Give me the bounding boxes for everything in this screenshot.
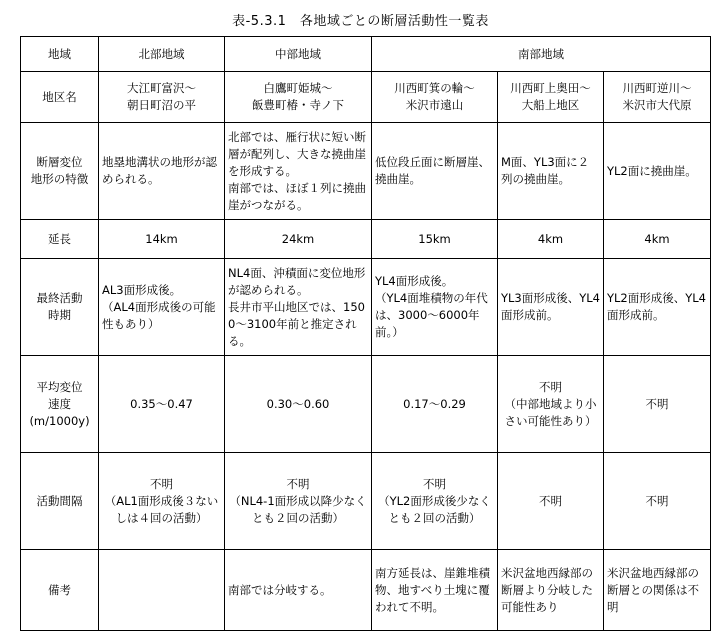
table-row [21, 259, 711, 356]
table-row [21, 550, 711, 631]
cell-south3-remarks: 米沢盆地西縁部の断層との関係は不明 [604, 550, 711, 631]
row-label-remarks: 備考 [21, 550, 99, 631]
row-label-area: 地区名 [21, 72, 99, 123]
cell-south3-area: 川西町逆川～ 米沢市大代原 [604, 72, 711, 123]
cell-central-remarks: 南部では分岐する。 [225, 550, 372, 631]
cell-south1-last-activity: YL4面形成後。 （YL4面堆積物の年代は、3000～6000年前。） [372, 259, 498, 356]
cell-south2-area: 川西町上奥田～ 大船上地区 [498, 72, 604, 123]
cell-central-slip-rate: 0.30～0.60 [225, 356, 372, 453]
cell-central-area: 白鷹町姫城～ 飯豊町椿・寺ノ下 [225, 72, 372, 123]
cell-south2-last-activity: YL3面形成後、YL4面形成前。 [498, 259, 604, 356]
cell-north-landform: 地塁地溝状の地形が認められる。 [99, 123, 225, 220]
header-region: 地域 [21, 37, 99, 72]
header-north: 北部地域 [99, 37, 225, 72]
table-row [21, 220, 711, 259]
cell-south1-interval: 不明 （YL2面形成後少なくとも２回の活動） [372, 453, 498, 550]
cell-central-interval: 不明 （NL4-1面形成以降少なくとも２回の活動） [225, 453, 372, 550]
cell-south2-slip-rate: 不明 （中部地域より小さい可能性あり） [498, 356, 604, 453]
cell-central-last-activity: NL4面、沖積面に変位地形が認められる。 長井市平山地区では、1500～3100年前と推定される。 [225, 259, 372, 356]
table-title: 表-5.3.1 各地域ごとの断層活動性一覧表 [232, 14, 489, 29]
cell-south1-length: 15km [372, 220, 498, 259]
cell-south3-last-activity: YL2面形成後、YL4面形成前。 [604, 259, 711, 356]
header-row [21, 37, 711, 72]
cell-south3-interval: 不明 [604, 453, 711, 550]
table-row [21, 123, 711, 220]
row-label-interval: 活動間隔 [21, 453, 99, 550]
fault-activity-table [20, 36, 711, 631]
cell-south3-slip-rate: 不明 [604, 356, 711, 453]
cell-south2-interval: 不明 [498, 453, 604, 550]
row-label-length: 延長 [21, 220, 99, 259]
cell-south2-landform: M面、YL3面に２列の撓曲崖。 [498, 123, 604, 220]
table-row [21, 356, 711, 453]
table-row [21, 72, 711, 123]
row-label-landform: 断層変位 地形の特徴 [21, 123, 99, 220]
cell-south3-length: 4km [604, 220, 711, 259]
cell-north-length: 14km [99, 220, 225, 259]
cell-south1-remarks: 南方延長は、崖錐堆積物、地すべり土塊に覆われて不明。 [372, 550, 498, 631]
row-label-slip-rate: 平均変位 速度 (m/1000y) [21, 356, 99, 453]
header-south: 南部地域 [372, 37, 711, 72]
cell-south1-landform: 低位段丘面に断層崖、撓曲崖。 [372, 123, 498, 220]
cell-north-interval: 不明 （AL1面形成後３ないしは４回の活動） [99, 453, 225, 550]
cell-central-length: 24km [225, 220, 372, 259]
cell-south1-area: 川西町箕の輪～ 米沢市遠山 [372, 72, 498, 123]
table-row [21, 453, 711, 550]
cell-north-last-activity: AL3面形成後。 （AL4面形成後の可能性もあり） [99, 259, 225, 356]
cell-north-remarks [99, 550, 225, 631]
cell-south2-length: 4km [498, 220, 604, 259]
row-label-last-activity: 最終活動 時期 [21, 259, 99, 356]
cell-north-slip-rate: 0.35～0.47 [99, 356, 225, 453]
header-central: 中部地域 [225, 37, 372, 72]
cell-south3-landform: YL2面に撓曲崖。 [604, 123, 711, 220]
cell-north-area: 大江町富沢～ 朝日町沼の平 [99, 72, 225, 123]
cell-central-landform: 北部では、雁行状に短い断層が配列し、大きな撓曲崖を形成する。 南部では、ほぼ１列に撓曲崖がつながる。 [225, 123, 372, 220]
cell-south2-remarks: 米沢盆地西縁部の断層より分岐した可能性あり [498, 550, 604, 631]
cell-south1-slip-rate: 0.17～0.29 [372, 356, 498, 453]
